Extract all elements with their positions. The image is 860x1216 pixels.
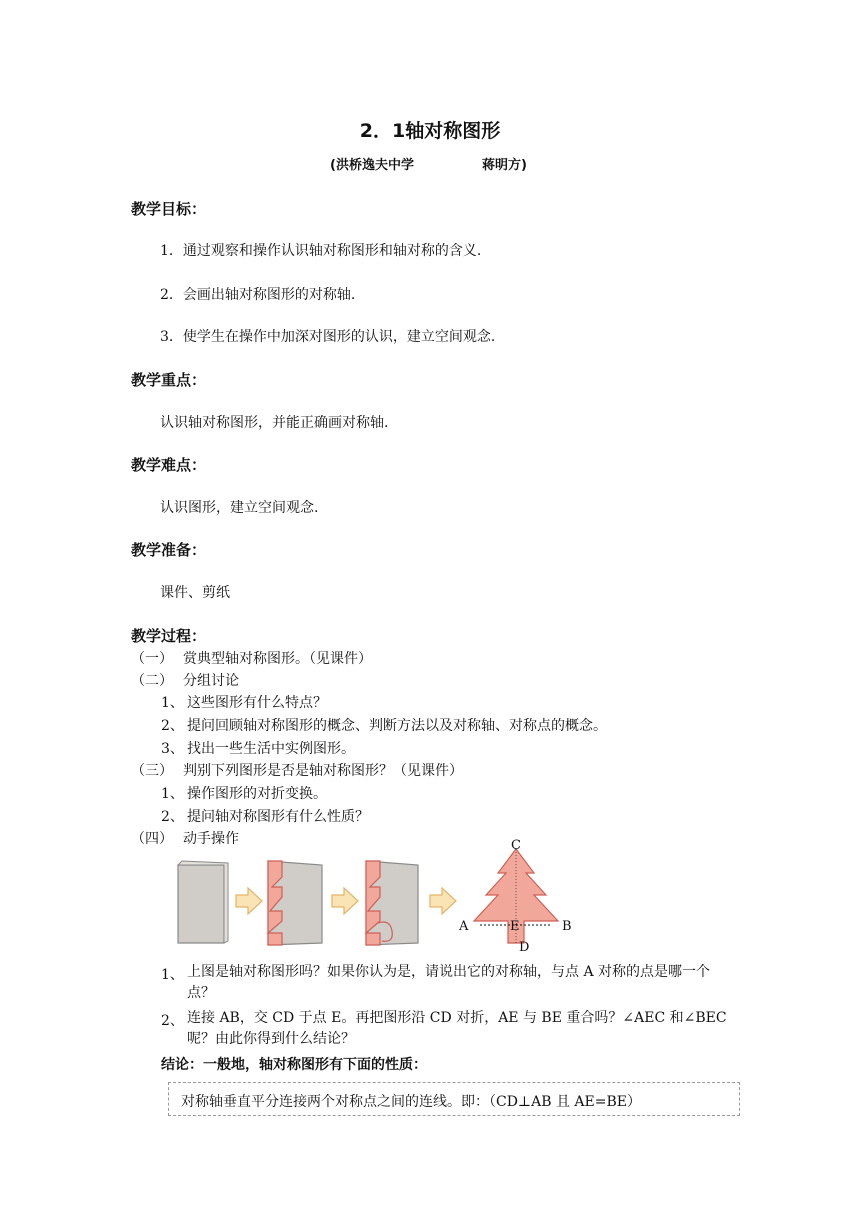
conclusion-heading: 结论：一般地，轴对称图形有下面的性质：: [161, 1057, 427, 1073]
part4-item-2-text: 连接 AB，交 CD 于点 E。再把图形沿 CD 对折，AE 与 BE 重合吗？∠AEC 和∠BEC 呢？由此你得到什么结论？: [187, 1010, 727, 1047]
label-a: A: [459, 919, 469, 934]
paper-cutting-figure: [168, 835, 588, 955]
preparation-heading: 教学准备：: [131, 541, 207, 559]
process-heading: 教学过程：: [131, 627, 207, 645]
label-d: D: [519, 940, 530, 955]
page-title: 2．1轴对称图形: [359, 120, 501, 142]
label-c: C: [511, 838, 521, 853]
label-b: B: [562, 919, 572, 934]
goal-item-3: 3．使学生在操作中加深对图形的认识，建立空间观念.: [160, 329, 496, 345]
part2-text: 分组讨论: [183, 673, 239, 689]
folded-paper-step-2: [268, 861, 322, 945]
part4-item-1-number: 1、: [161, 967, 184, 983]
part3-number: （三）: [131, 763, 173, 779]
tree-figure: [458, 838, 572, 955]
conclusion-box: [168, 1082, 740, 1116]
part3-text: 判别下列图形是否是轴对称图形？（见课件）: [183, 763, 463, 779]
part3-item-2-text: 提问轴对称图形有什么性质？: [187, 809, 369, 825]
conclusion-text: 对称轴垂直平分连接两个对称点之间的连线。即：（CD⊥AB 且 AE=BE）: [181, 1094, 641, 1110]
preparation-text: 课件、剪纸: [160, 585, 230, 601]
folded-paper-step-1: [178, 861, 228, 943]
goal-item-2: 2．会画出轴对称图形的对称轴.: [160, 287, 356, 303]
folded-paper-step-3: [366, 861, 418, 945]
part4-text: 动手操作: [183, 831, 239, 847]
arrow-icon-1: [236, 888, 262, 914]
part3-item-2-number: 2、: [161, 809, 184, 825]
goals-heading: 教学目标：: [131, 200, 207, 218]
arrow-icon-3: [430, 888, 456, 914]
goal-item-1: 1．通过观察和操作认识轴对称图形和轴对称的含义.: [160, 243, 482, 259]
part2-number: （二）: [131, 673, 173, 689]
part3-item-1-text: 操作图形的对折变换。: [187, 786, 327, 802]
author-name: 蒋明方): [482, 158, 527, 173]
part2-item-1-number: 1、: [161, 695, 184, 711]
difficulties-heading: 教学难点：: [131, 456, 207, 474]
part1-number: （一）: [131, 651, 173, 667]
part4-number: （四）: [131, 831, 173, 847]
part3-item-1-number: 1、: [161, 786, 184, 802]
part2-item-1-text: 这些图形有什么特点？: [187, 695, 327, 711]
key-points-text: 认识轴对称图形，并能正确画对称轴.: [160, 415, 389, 431]
part4-item-2-number: 2、: [161, 1013, 184, 1029]
arrow-icon-2: [332, 888, 358, 914]
part2-item-3-text: 找出一些生活中实例图形。: [187, 741, 355, 757]
part4-item-1-text: 上图是轴对称图形吗？如果你认为是，请说出它的对称轴，与点 A 对称的点是哪一个点？: [187, 964, 711, 1001]
part1-text: 赏典型轴对称图形。（见课件）: [183, 651, 372, 667]
difficulties-text: 认识图形，建立空间观念.: [160, 500, 319, 516]
part2-item-2-text: 提问回顾轴对称图形的概念、判断方法以及对称轴、对称点的概念。: [187, 718, 607, 734]
label-e: E: [510, 919, 520, 934]
author-school: (洪桥逸夫中学: [330, 158, 414, 173]
part2-item-2-number: 2、: [161, 718, 184, 734]
part2-item-3-number: 3、: [161, 741, 184, 757]
key-points-heading: 教学重点：: [131, 371, 207, 389]
